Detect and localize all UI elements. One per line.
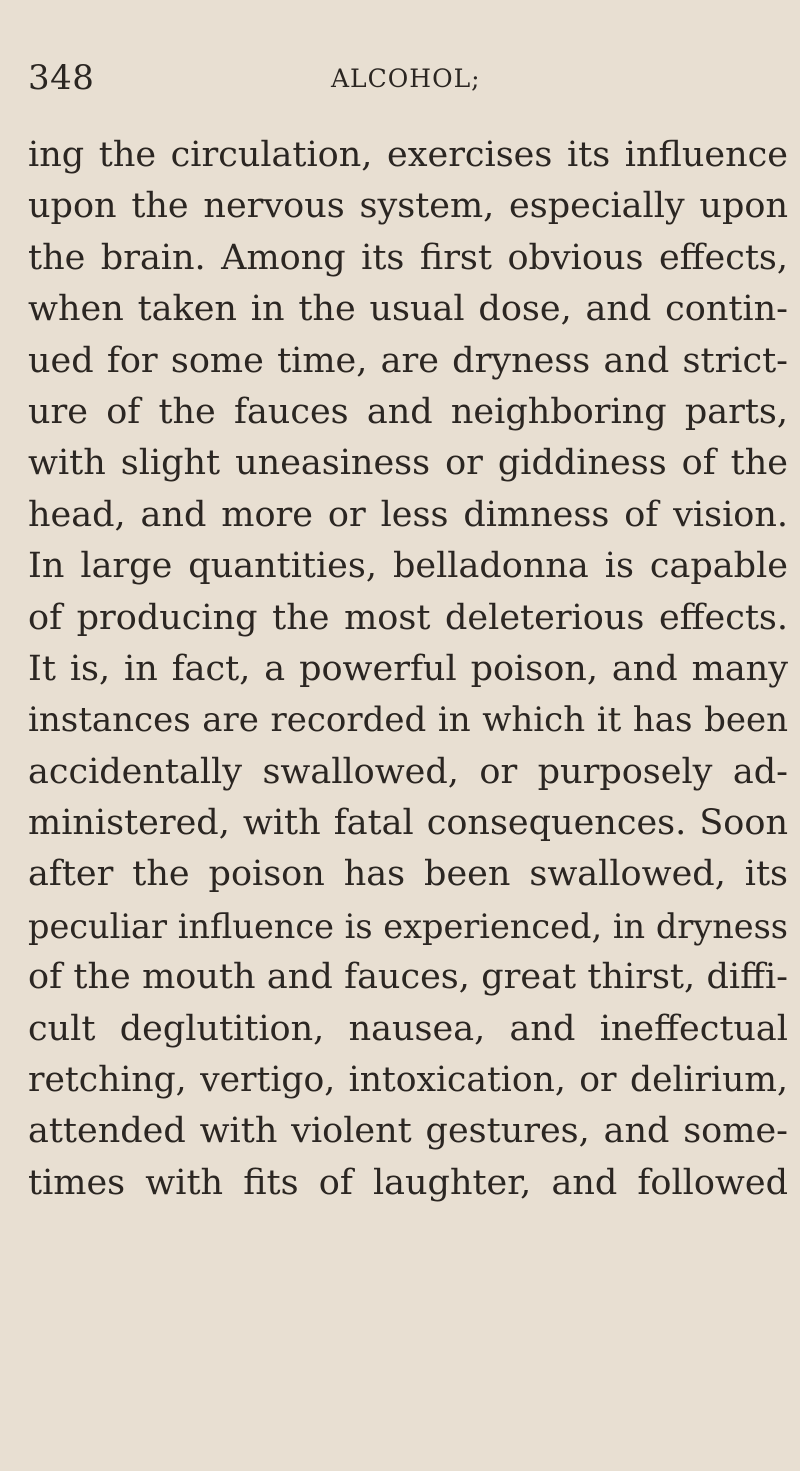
text-line: ing the circulation, exercises its influence	[28, 135, 788, 175]
running-head	[28, 58, 788, 110]
text-line: In large quantities, belladonna is capable	[28, 546, 788, 587]
text-line: head, and more or less dimness of vision.	[28, 494, 788, 535]
text-line: of producing the most deleterious effects.	[28, 597, 788, 638]
text-line: cult deglutition, nausea, and ineffectual	[28, 1008, 788, 1049]
text-line: ure of the fauces and neighboring parts,	[28, 391, 788, 432]
text-line: of the mouth and fauces, great thirst, diffi-	[28, 957, 788, 998]
text-line: upon the nervous system, especially upon	[28, 186, 788, 227]
text-line: peculiar influence is experienced, in dryness	[28, 906, 788, 946]
text-line: times with fits of laughter, and followed	[28, 1162, 788, 1203]
text-line: after the poison has been swallowed, its	[28, 854, 788, 895]
text-line: instances are recorded in which it has been	[28, 700, 788, 741]
text-line: when taken in the usual dose, and contin-	[28, 289, 788, 330]
text-line: ued for some time, are dryness and strict-	[28, 340, 788, 381]
text-line: retching, vertigo, intoxication, or delirium,	[28, 1060, 788, 1101]
page-number: 348	[28, 58, 95, 98]
running-title: ALCOHOL;	[331, 64, 481, 93]
text-line: with slight uneasiness or giddiness of the	[28, 443, 788, 484]
text-line: accidentally swallowed, or purposely ad-	[28, 751, 788, 792]
body-text	[28, 130, 788, 1209]
text-line: the brain. Among its first obvious effects,	[28, 237, 788, 278]
text-line: ministered, with fatal consequences. Soon	[28, 803, 788, 844]
text-line: attended with violent gestures, and some-	[28, 1111, 788, 1152]
text-line: It is, in fact, a powerful poison, and many	[28, 648, 788, 689]
